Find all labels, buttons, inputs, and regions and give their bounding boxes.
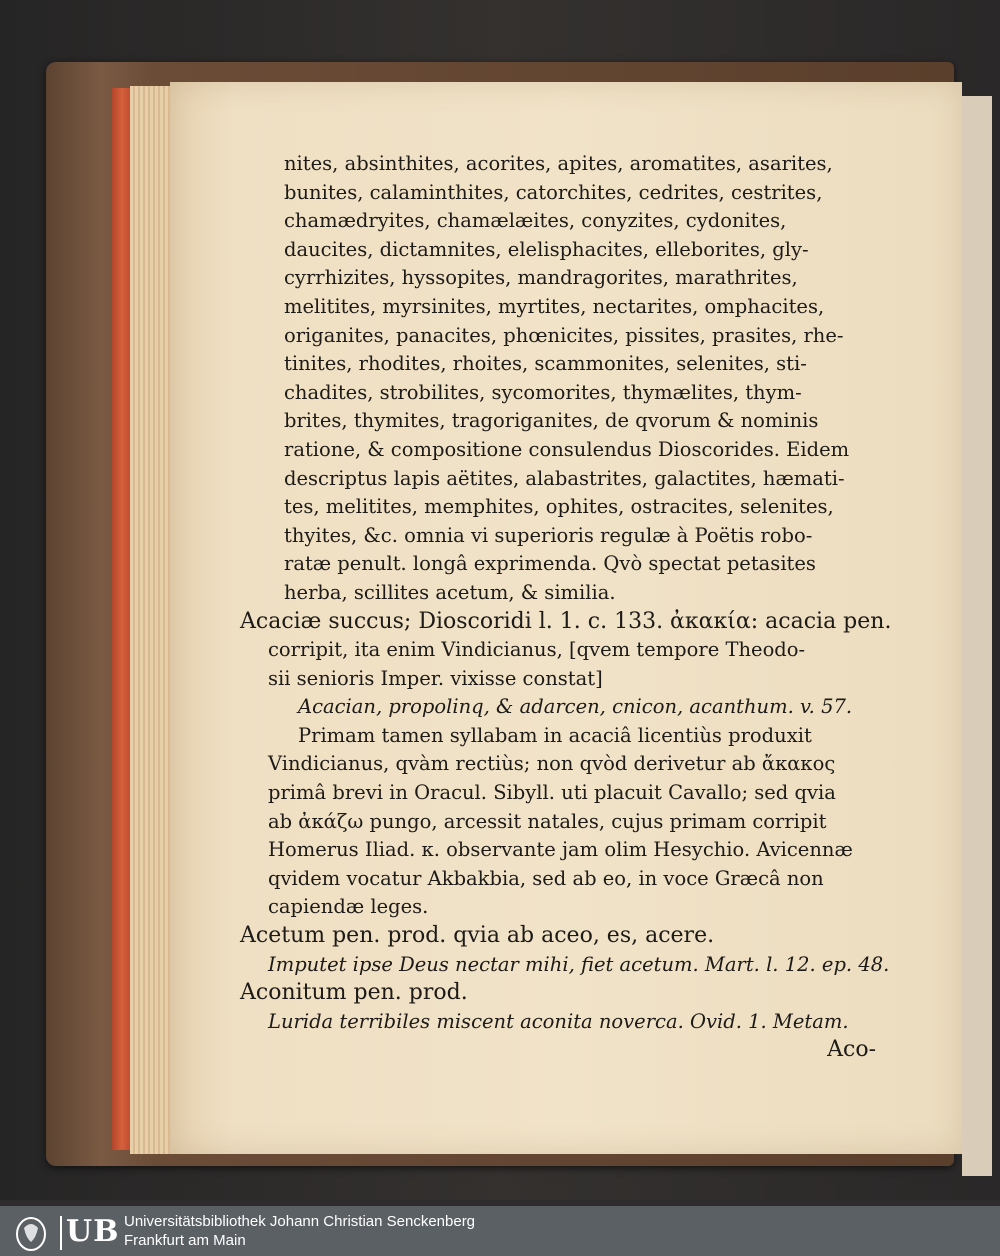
library-name — [124, 1212, 475, 1250]
text-line: Vindicianus, qvàm rectiùs; non qvòd derivetur ab ἄκακος — [268, 752, 836, 776]
text-line: daucites, dictamnites, elelisphacites, elleborites, gly- — [284, 237, 809, 261]
text-line: thyites, &c. omnia vi superioris regulæ à Poëtis robo- — [284, 523, 813, 547]
catchword: Aco- — [827, 1037, 876, 1063]
text-line: qvidem vocatur Akbakbia, sed ab eo, in voce Græcâ non — [268, 866, 824, 890]
library-name-line1: Universitätsbibliothek Johann Christian Senckenberg — [124, 1213, 476, 1230]
ub-logo-text: UB — [66, 1214, 120, 1249]
text-line: capiendæ leges. — [268, 895, 429, 919]
text-line: tes, melitites, memphites, ophites, ostracites, selenites, — [284, 495, 834, 519]
entry-aconitum-heading: Aconitum pen. prod. — [240, 980, 468, 1006]
text-line: sii senioris Imper. vixisse constat] — [268, 666, 603, 690]
text-line: primâ brevi in Oracul. Sibyll. uti placuit Cavallo; sed qvia — [268, 781, 836, 805]
text-line: nites, absinthites, acorites, apites, aromatites, asarites, — [284, 152, 833, 175]
quotation-line: Lurida terribiles miscent aconita noverca. Ovid. 1. Metam. — [268, 1009, 849, 1033]
entry-acetum-heading: Acetum pen. prod. qvia ab aceo, es, acere. — [240, 923, 715, 949]
quotation-line: Acacian, propolinq, & adarcen, cnicon, acanthum. v. 57. — [298, 695, 853, 719]
text-line: melitites, myrsinites, myrtites, nectarites, omphacites, — [284, 294, 825, 318]
text-line: descriptus lapis aëtites, alabastrites, galactites, hæmati- — [284, 466, 845, 490]
text-line: brites, thymites, tragoriganites, de qvorum & nominis — [284, 409, 819, 433]
text-line: Homerus Iliad. κ. observante jam olim Hesychio. Avicennæ — [268, 838, 853, 862]
quotation-line: Imputet ipse Deus nectar mihi, fiet acetum. Mart. l. 12. ep. 48. — [268, 952, 890, 976]
page-text — [240, 150, 900, 1065]
library-name-line2: Frankfurt am Main — [124, 1232, 246, 1249]
text-line: bunites, calaminthites, catorchites, cedrites, cestrites, — [284, 180, 823, 204]
entry-acacia-heading: Acaciæ succus; Dioscoridi l. 1. c. 133. ἀκακία: acacia pen. — [240, 608, 892, 634]
text-line: ab ἀκάζω pungo, arcessit natales, cujus primam corripit — [268, 809, 827, 833]
text-line: cyrrhizites, hyssopites, mandragorites, marathrites, — [284, 266, 798, 290]
goethe-portrait-icon — [6, 1212, 56, 1252]
text-line: corripit, ita enim Vindicianus, [qvem tempore Theodo- — [268, 638, 806, 662]
right-paper-strip — [962, 96, 992, 1176]
text-line: herba, scillites acetum, & similia. — [284, 580, 616, 604]
text-line: ratæ penult. longâ exprimenda. Qvò spectat petasites — [284, 552, 816, 576]
text-line: chadites, strobilites, sycomorites, thymælites, thym- — [284, 380, 802, 404]
text-line: tinites, rhodites, rhoites, scammonites, selenites, sti- — [284, 352, 807, 376]
text-line: ratione, & compositione consulendus Dioscorides. Eidem — [284, 437, 850, 461]
text-line: chamædryites, chamælæites, conyzites, cydonites, — [284, 209, 787, 233]
library-footer — [0, 1206, 1000, 1256]
page-edge-red — [112, 88, 132, 1150]
text-line: origanites, panacites, phœnicites, pissites, prasites, rhe- — [284, 323, 844, 347]
logo-divider — [60, 1216, 62, 1250]
ub-logo — [6, 1212, 120, 1252]
text-line: Primam tamen syllabam in acaciâ licentiùs produxit — [298, 723, 812, 747]
